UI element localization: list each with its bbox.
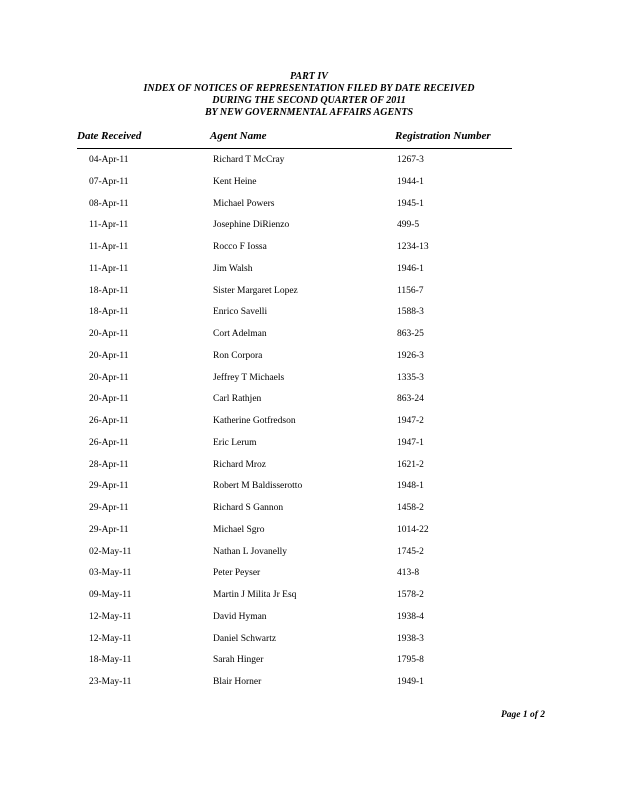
cell-agent-name: Rocco F Iossa	[213, 242, 267, 252]
cell-date-received: 03-May-11	[89, 568, 132, 579]
cell-agent-name: Jim Walsh	[213, 263, 253, 274]
cell-registration-number: 863-24	[397, 394, 424, 405]
cell-date-received: 12-May-11	[89, 633, 132, 644]
cell-registration-number: 1949-1	[397, 677, 424, 687]
cell-registration-number: 499-5	[397, 220, 420, 231]
cell-date-received: 07-Apr-11	[89, 176, 129, 187]
cell-registration-number: 1947-2	[397, 416, 424, 426]
cell-agent-name: Richard Mroz	[213, 459, 267, 470]
cell-registration-number: 863-25	[397, 329, 424, 339]
title-period: DURING THE SECOND QUARTER OF 2011	[212, 95, 406, 106]
table-row	[0, 459, 618, 481]
cell-agent-name: Sarah Hinger	[213, 655, 264, 666]
cell-agent-name: Kent Heine	[213, 176, 257, 187]
table-row	[0, 393, 618, 415]
cell-agent-name: Daniel Schwartz	[213, 633, 277, 644]
table-row	[0, 219, 618, 241]
cell-date-received: 29-Apr-11	[89, 481, 129, 492]
cell-date-received: 08-Apr-11	[89, 198, 129, 209]
cell-registration-number: 1234-13	[397, 242, 429, 252]
cell-date-received: 20-Apr-11	[89, 350, 129, 361]
cell-agent-name: Carl Rathjen	[213, 394, 262, 405]
cell-date-received: 23-May-11	[89, 677, 132, 687]
cell-agent-name: Katherine Gotfredson	[213, 416, 296, 426]
cell-registration-number: 1948-1	[397, 481, 424, 492]
cell-agent-name: Jeffrey T Michaels	[213, 372, 285, 383]
cell-registration-number: 1014-22	[397, 524, 429, 535]
cell-agent-name: Ron Corpora	[213, 350, 263, 361]
cell-agent-name: Sister Margaret Lopez	[213, 285, 298, 296]
table-row	[0, 611, 618, 633]
table-row	[0, 633, 618, 655]
cell-date-received: 28-Apr-11	[89, 459, 129, 470]
cell-date-received: 09-May-11	[89, 590, 132, 600]
column-header-registration: Registration Number	[395, 130, 491, 142]
table-row	[0, 285, 618, 307]
cell-registration-number: 1588-3	[397, 307, 424, 318]
cell-date-received: 12-May-11	[89, 611, 132, 622]
table-header	[0, 130, 618, 144]
column-header-date: Date Received	[77, 130, 142, 142]
cell-agent-name: Richard T McCray	[213, 155, 285, 165]
table-row	[0, 676, 618, 698]
table-row	[0, 437, 618, 459]
cell-date-received: 04-Apr-11	[89, 155, 129, 165]
cell-date-received: 18-Apr-11	[89, 285, 129, 296]
cell-agent-name: Richard S Gannon	[213, 503, 284, 513]
cell-agent-name: Martin J Milita Jr Esq	[213, 590, 297, 600]
cell-registration-number: 1926-3	[397, 350, 424, 361]
cell-registration-number: 1621-2	[397, 459, 424, 470]
title-part: PART IV	[290, 71, 328, 82]
cell-registration-number: 1938-3	[397, 633, 424, 644]
cell-date-received: 11-Apr-11	[89, 220, 129, 231]
cell-agent-name: Cort Adelman	[213, 329, 267, 339]
cell-registration-number: 1946-1	[397, 263, 424, 274]
table-row	[0, 154, 618, 176]
cell-date-received: 11-Apr-11	[89, 263, 129, 274]
table-row	[0, 524, 618, 546]
cell-agent-name: David Hyman	[213, 611, 267, 622]
table-body	[0, 154, 618, 698]
title-agents: BY NEW GOVERNMENTAL AFFAIRS AGENTS	[204, 107, 414, 118]
table-row	[0, 176, 618, 198]
cell-date-received: 18-May-11	[89, 655, 132, 666]
cell-date-received: 20-Apr-11	[89, 394, 129, 405]
cell-date-received: 11-Apr-11	[89, 242, 129, 252]
cell-agent-name: Peter Peyser	[213, 568, 261, 579]
cell-registration-number: 413-8	[397, 568, 420, 579]
cell-registration-number: 1945-1	[397, 198, 424, 209]
table-row	[0, 198, 618, 220]
cell-date-received: 26-Apr-11	[89, 416, 129, 426]
cell-date-received: 20-Apr-11	[89, 372, 129, 383]
cell-date-received: 29-Apr-11	[89, 524, 129, 535]
table-row	[0, 654, 618, 676]
table-row	[0, 306, 618, 328]
table-row	[0, 350, 618, 372]
cell-registration-number: 1795-8	[397, 655, 424, 666]
cell-date-received: 26-Apr-11	[89, 437, 129, 448]
cell-agent-name: Blair Horner	[213, 677, 262, 687]
table-row	[0, 480, 618, 502]
table-row	[0, 263, 618, 285]
cell-agent-name: Michael Sgro	[213, 524, 265, 535]
table-row	[0, 589, 618, 611]
table-row	[0, 241, 618, 263]
cell-registration-number: 1267-3	[397, 155, 424, 165]
table-row	[0, 415, 618, 437]
cell-agent-name: Nathan L Jovanelly	[213, 546, 288, 557]
cell-registration-number: 1947-1	[397, 437, 424, 448]
cell-agent-name: Michael Powers	[213, 198, 275, 209]
cell-date-received: 18-Apr-11	[89, 307, 129, 318]
cell-registration-number: 1745-2	[397, 546, 424, 557]
header-divider	[77, 148, 512, 149]
table-row	[0, 328, 618, 350]
document-title	[0, 71, 618, 119]
column-header-agent: Agent Name	[210, 130, 267, 142]
table-row	[0, 372, 618, 394]
cell-registration-number: 1944-1	[397, 176, 424, 187]
cell-agent-name: Josephine DiRienzo	[213, 220, 290, 231]
title-index: INDEX OF NOTICES OF REPRESENTATION FILED BY DATE RECEIVED	[143, 83, 475, 94]
cell-registration-number: 1938-4	[397, 611, 424, 622]
cell-agent-name: Eric Lerum	[213, 437, 257, 448]
table-row	[0, 567, 618, 589]
cell-date-received: 20-Apr-11	[89, 329, 129, 339]
table-row	[0, 546, 618, 568]
cell-registration-number: 1335-3	[397, 372, 424, 383]
cell-registration-number: 1156-7	[397, 285, 424, 296]
table-row	[0, 502, 618, 524]
cell-registration-number: 1578-2	[397, 590, 424, 600]
cell-agent-name: Enrico Savelli	[213, 307, 268, 318]
page-number: Page 1 of 2	[500, 710, 545, 720]
cell-date-received: 02-May-11	[89, 546, 132, 557]
cell-date-received: 29-Apr-11	[89, 503, 129, 513]
cell-registration-number: 1458-2	[397, 503, 424, 513]
cell-agent-name: Robert M Baldisserotto	[213, 481, 303, 492]
